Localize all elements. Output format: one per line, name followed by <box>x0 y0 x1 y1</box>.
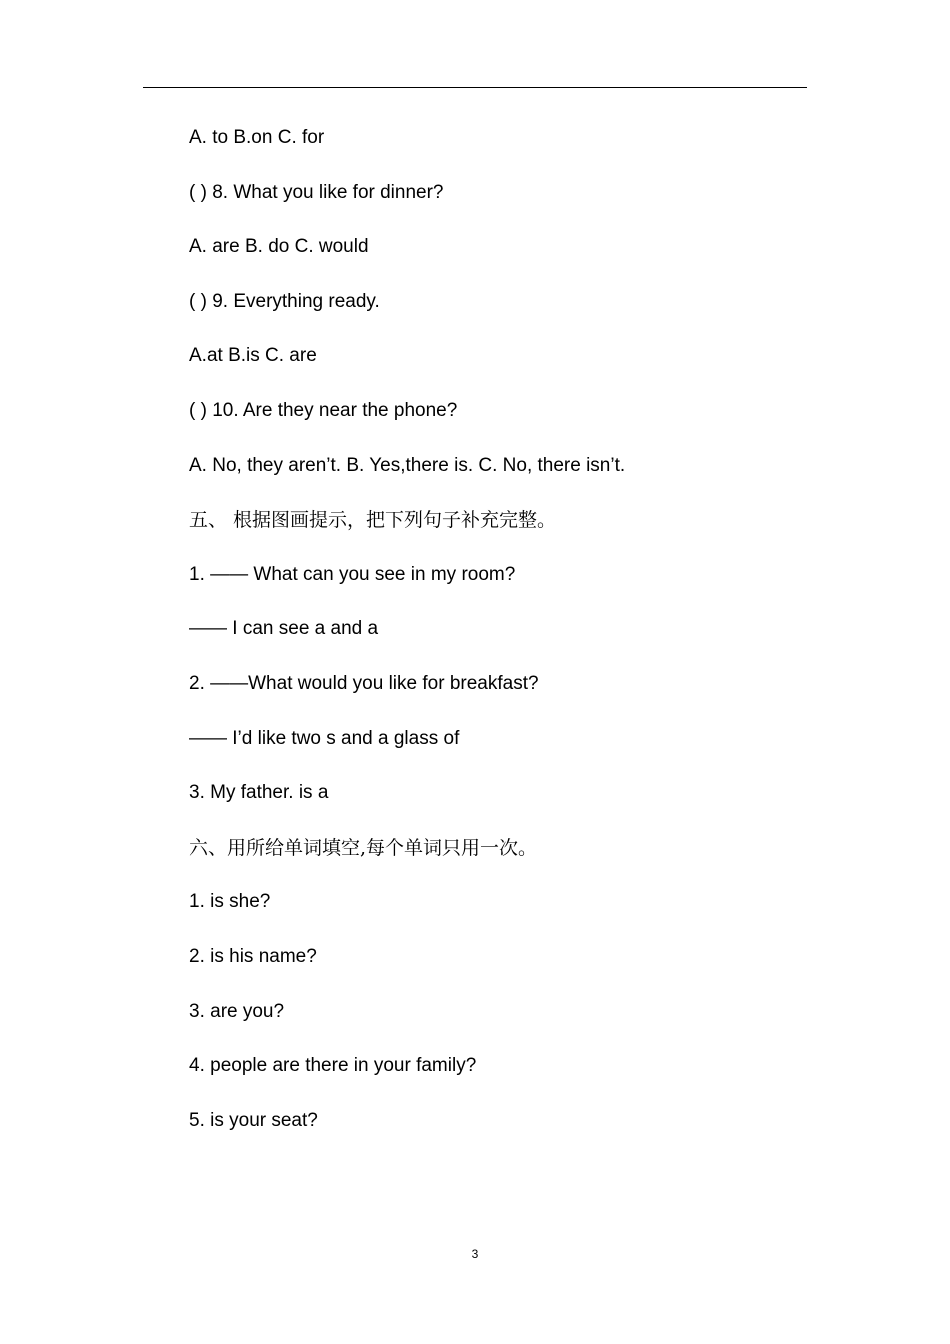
section6-item-3: 3. are you? <box>189 1000 285 1022</box>
section6-item-1: 1. is she? <box>189 891 271 913</box>
section5-item-3: 3. My father. is a <box>189 782 329 804</box>
option-line-q8: A. are B. do C. would <box>189 236 369 258</box>
document-body <box>189 121 829 1158</box>
page-number: 3 <box>471 1247 479 1261</box>
section6-item-4: 4. people are there in your family? <box>189 1055 477 1077</box>
question-10: ( ) 10. Are they near the phone? <box>189 399 458 421</box>
option-line-q10: A. No, they aren’t. B. Yes,there is. C. No, there isn’t. <box>189 454 626 476</box>
section5-item-2-question: 2. ——What would you like for breakfast? <box>189 672 539 694</box>
section6-item-2: 2. is his name? <box>189 945 317 967</box>
question-8: ( ) 8. What you like for dinner? <box>189 181 444 203</box>
section5-item-2-answer: —— I’d like two s and a glass of <box>189 727 460 749</box>
option-line-q7: A. to B.on C. for <box>189 127 325 148</box>
section5-item-1-question: 1. —— What can you see in my room? <box>189 563 516 585</box>
question-9: ( ) 9. Everything ready. <box>189 290 380 312</box>
section-heading-5: 五、 根据图画提示，把下列句子补充完整。 <box>189 509 557 532</box>
header-rule <box>143 87 807 88</box>
section5-item-1-answer: —— I can see a and a <box>189 618 379 640</box>
section-heading-6: 六、用所给单词填空,每个单词只用一次。 <box>189 836 538 859</box>
option-line-q9: A.at B.is C. are <box>189 345 317 367</box>
section6-item-5: 5. is your seat? <box>189 1109 318 1131</box>
